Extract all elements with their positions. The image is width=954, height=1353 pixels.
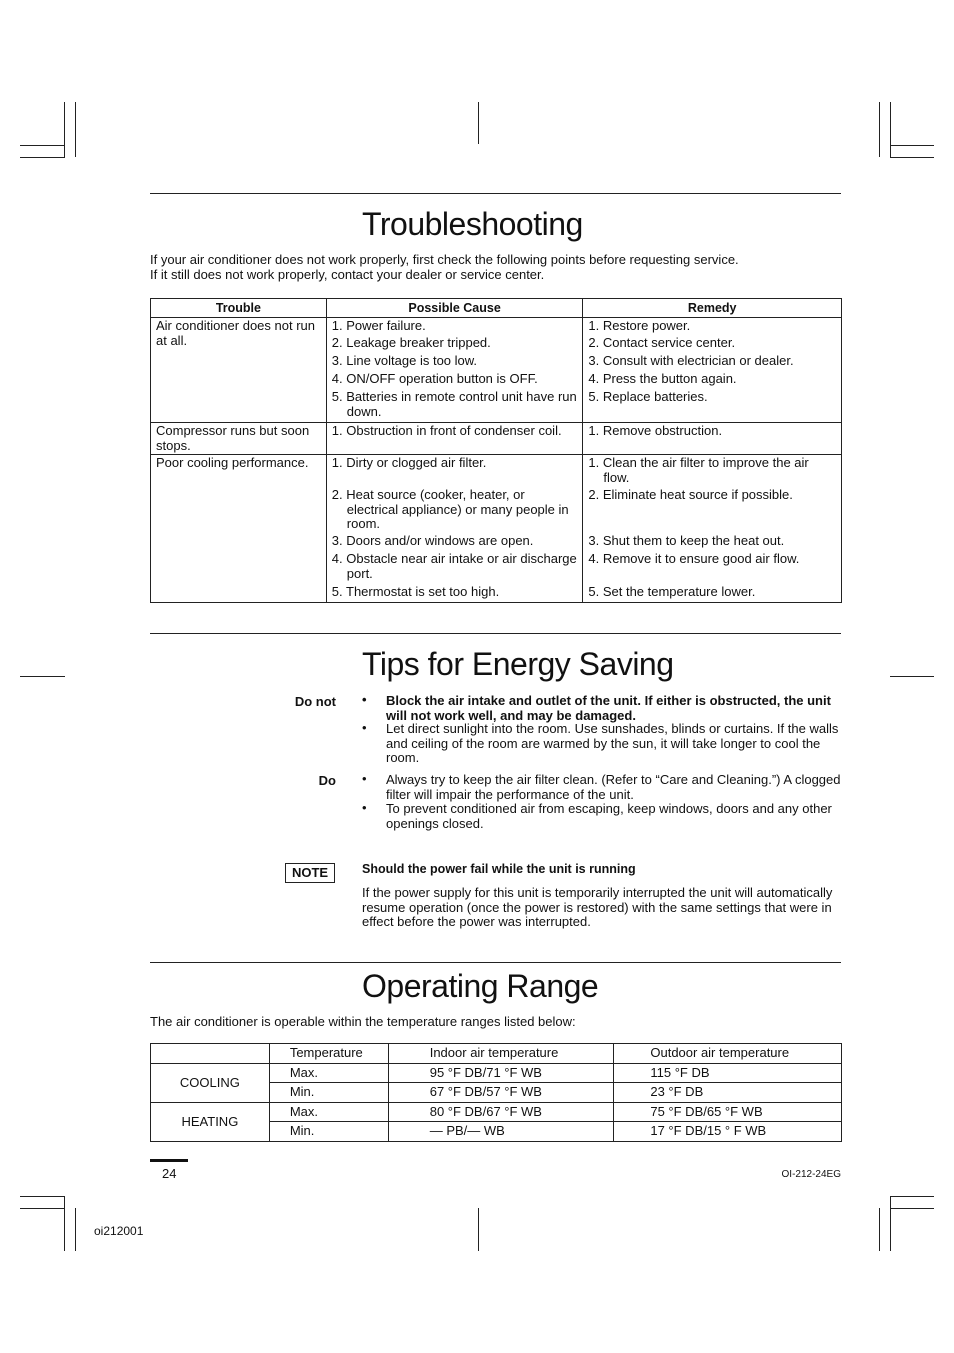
remedy-item: 4. Press the button again. <box>588 371 737 386</box>
bullet-icon: • <box>362 720 367 735</box>
do-label: Do <box>318 773 336 788</box>
do-item: • To prevent conditioned air from escaping, keep windows, doors and any other openings closed. <box>362 800 832 831</box>
cause-item: 4. Obstacle near air intake or air discharge port. <box>331 551 577 581</box>
do-not-label: Do not <box>294 694 336 709</box>
cause-item: 1. Dirty or clogged air filter. <box>331 455 487 470</box>
cooling-label: COOLING <box>151 1063 270 1102</box>
outdoor-cell: 115 °F DB <box>614 1063 842 1083</box>
limit-cell: Max. <box>269 1063 388 1083</box>
remedy-item: 1. Clean the air filter to improve the air flow. <box>588 455 809 485</box>
outdoor-cell: 17 °F DB/15 ° F WB <box>614 1122 842 1142</box>
do-not-item: • Block the air intake and outlet of the unit. If either is obstructed, the unit will not work well, and may be damaged. <box>362 692 831 723</box>
operating-range-table <box>150 1043 842 1142</box>
trouble-cell: Poor cooling performance. <box>151 455 327 603</box>
intro-line: If it still does not work properly, contact your dealer or service center. <box>150 267 545 282</box>
cause-item: 4. ON/OFF operation button is OFF. <box>331 371 538 386</box>
remedy-item: 2. Contact service center. <box>588 335 736 350</box>
trouble-cell: Compressor runs but soon stops. <box>151 423 327 455</box>
do-item: • Always try to keep the air filter clean. (Refer to “Care and Cleaning.”) A clogged filter will impair the performance of the unit. <box>362 771 841 802</box>
outdoor-cell: 23 °F DB <box>614 1083 842 1103</box>
indoor-cell: 67 °F DB/57 °F WB <box>388 1083 614 1103</box>
note-badge: NOTE <box>285 863 335 883</box>
file-id: oi212001 <box>94 1224 144 1238</box>
trouble-cell: Air conditioner does not run at all. <box>151 318 327 423</box>
troubleshooting-title: Troubleshooting <box>362 206 583 242</box>
cause-item: 5. Batteries in remote control unit have run down. <box>331 389 577 419</box>
remedy-item: 1. Restore power. <box>588 318 691 333</box>
indoor-cell: 80 °F DB/67 °F WB <box>388 1102 614 1122</box>
tips-title: Tips for Energy Saving <box>362 646 674 682</box>
note-body: If the power supply for this unit is temporarily interrupted the unit will automatically resume operation (once the power is restored) with the same settings that were in effect before the power was interrupted. <box>362 885 833 930</box>
header-temperature: Temperature <box>269 1044 388 1064</box>
bullet-icon: • <box>362 692 367 707</box>
table-row <box>151 455 842 489</box>
cause-item: 1. Power failure. <box>331 318 426 333</box>
cause-item: 3. Line voltage is too low. <box>331 353 478 368</box>
header-cause: Possible Cause <box>326 299 583 318</box>
note-heading: Should the power fail while the unit is running <box>362 862 636 876</box>
remedy-item: 5. Set the temperature lower. <box>588 584 756 599</box>
bullet-icon: • <box>362 800 367 815</box>
remedy-item: 2. Eliminate heat source if possible. <box>588 487 793 502</box>
cause-item: 3. Doors and/or windows are open. <box>331 533 534 548</box>
cause-item: 5. Thermostat is set too high. <box>331 584 500 599</box>
header-remedy: Remedy <box>583 299 842 318</box>
indoor-cell: — PB/— WB <box>388 1122 614 1142</box>
remedy-item: 1. Remove obstruction. <box>588 423 723 438</box>
limit-cell: Max. <box>269 1102 388 1122</box>
table-row <box>151 423 842 455</box>
limit-cell: Min. <box>269 1122 388 1142</box>
header-blank <box>151 1044 270 1064</box>
section-divider <box>150 633 841 634</box>
intro-line: If your air conditioner does not work properly, first check the following points before requesting service. <box>150 252 739 267</box>
page-number-bar <box>150 1159 188 1162</box>
section-divider <box>150 962 841 963</box>
table-header-row <box>151 1044 842 1064</box>
remedy-item: 4. Remove it to ensure good air flow. <box>588 551 800 566</box>
heating-label: HEATING <box>151 1102 270 1141</box>
header-outdoor: Outdoor air temperature <box>614 1044 842 1064</box>
header-trouble: Trouble <box>151 299 327 318</box>
indoor-cell: 95 °F DB/71 °F WB <box>388 1063 614 1083</box>
outdoor-cell: 75 °F DB/65 °F WB <box>614 1102 842 1122</box>
troubleshooting-intro <box>150 252 850 282</box>
remedy-item: 3. Shut them to keep the heat out. <box>588 533 785 548</box>
remedy-item: 5. Replace batteries. <box>588 389 708 404</box>
section-divider <box>150 193 841 194</box>
page-number: 24 <box>162 1166 177 1181</box>
header-indoor: Indoor air temperature <box>388 1044 614 1064</box>
cause-item: 2. Heat source (cooker, heater, or electrical appliance) or many people in room. <box>331 487 569 531</box>
table-header-row <box>151 299 842 318</box>
remedy-item: 3. Consult with electrician or dealer. <box>588 353 794 368</box>
limit-cell: Min. <box>269 1083 388 1103</box>
cause-item: 2. Leakage breaker tripped. <box>331 335 491 350</box>
range-title: Operating Range <box>362 968 599 1004</box>
range-intro: The air conditioner is operable within the temperature ranges listed below: <box>150 1014 576 1029</box>
table-row <box>151 1063 842 1083</box>
doc-code: OI-212-24EG <box>781 1169 841 1180</box>
do-not-item: • Let direct sunlight into the room. Use sunshades, blinds or curtains. If the walls and ceiling of the room are warmed by the sun, it will take longer to cool the room. <box>362 720 839 766</box>
cause-item: 1. Obstruction in front of condenser coil. <box>331 423 562 438</box>
troubleshooting-table <box>150 298 842 603</box>
table-row <box>151 318 842 337</box>
bullet-icon: • <box>362 771 367 786</box>
table-row <box>151 1102 842 1122</box>
